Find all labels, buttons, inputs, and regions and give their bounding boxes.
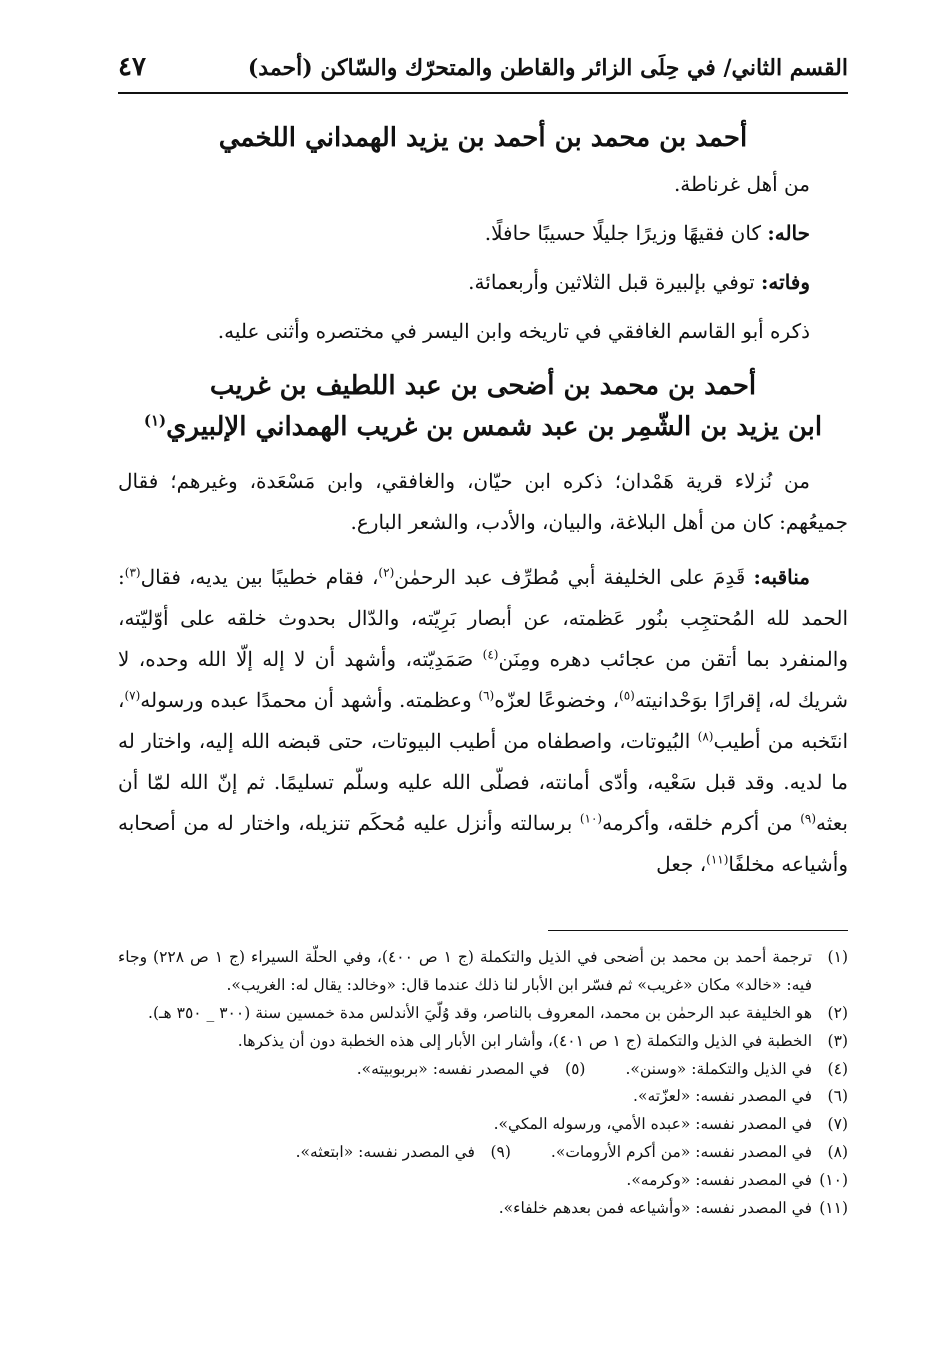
running-header [118,38,848,88]
footnote-marker-4: (٤) [482,647,499,662]
footnote-text: في المصدر نفسه: «لعزّته». [633,1087,812,1106]
death-label: وفاته: [761,270,810,295]
manaqib-text-6: وعظمته. وأشهد أن محمدًا عبده ورسوله [140,687,479,712]
manaqib-text-5: ، وخضوعًا لعزّه [494,687,620,712]
footnotes [118,944,848,1223]
entry1-origin: من أهل غرناطة. [673,172,810,197]
entry-heading-2-line-2 [118,407,848,447]
footnote-11 [118,1195,848,1223]
footnote-4 [625,1056,848,1084]
footnote-text: ترجمة أحمد بن محمد بن أضحى في الذيل والتكملة (ج ١ ص ٤٠٠)، وفي الحلّة السيراء (ج ١ ص ٢٢٨) وجاء فيه: «خالد» مكان «غريب» ثم فسّر ابن الأبار لنا ذلك عندما قال: «وخالد: يقال له: الغريب». [118,948,813,994]
footnote-number: (٤) [827,1059,848,1078]
footnote-number: (٦) [827,1087,848,1106]
entry-heading-1: أحمد بن محمد بن أحمد بن يزيد الهمداني اللخمي [218,123,748,153]
footnote-2 [118,1000,848,1028]
footnote-number: (١) [827,948,848,966]
entry2-origin-paragraph: من نُزلاء قرية هَمْدان؛ ذكره ابن حيّان، والغافقي، وابن مَسْعَدة، وغيرهم؛ فقال جميعُهم: كان من أهل البلاغة، والبيان، والأدب، والشعر البارع. [118,468,848,534]
footnote-separator [548,930,848,931]
footnote-6 [118,1083,848,1111]
footnote-3 [118,1028,848,1056]
footnote-marker-8: (٨) [697,729,714,744]
footnote-10 [118,1167,848,1195]
footnote-row-8-9 [118,1139,848,1167]
footnote-text: في الذيل والتكملة: «وسنن». [625,1059,812,1078]
footnote-marker-5: (٥) [619,688,635,703]
manaqib-text-11: ، جعل [656,851,707,876]
footnote-text: في المصدر نفسه: «بربوبيته». [356,1059,550,1078]
footnote-text: في المصدر نفسه: «وأشياعه فمن بعدهم خلفاء». [498,1199,812,1218]
footnote-number: (١٠) [819,1171,848,1190]
running-header-title: القسم الثاني/ في حِلَى الزائر والقاطن والمتحرّك والسّاكن (أحمد) [247,55,848,81]
footnote-row-4-5 [118,1056,848,1084]
footnote-text: هو الخليفة عبد الرحمٰن بن محمد، المعروف بالناصر، وقد وُلّيَ الأندلس مدة خمسين سنة (٣٠٠ _ ٣٥٠ هـ). [148,1003,812,1022]
footnote-number: (٣) [827,1031,848,1050]
footnote-number: (٥) [565,1059,586,1078]
entry-heading-2-line-1: أحمد بن محمد بن أضحى بن عبد اللطيف بن غريب [209,371,757,402]
footnote-marker-7: (٧) [124,688,141,703]
entry1-mention: ذكره أبو القاسم الغافقي في تاريخه وابن اليسر في مختصره وأثنى عليه. [217,319,810,344]
footnote-marker-10: (١٠) [579,811,603,826]
main-text [118,110,848,885]
footnote-7 [118,1111,848,1139]
footnote-text: في المصدر نفسه: «من أكرم الأرومات». [550,1143,812,1162]
manaqib-text-10: برسالته وأنزل عليه مُحكَم تنزيله، واختار له من أصحابه وأشياعه مخلفًا [118,810,848,876]
footnote-number: (٩) [490,1143,511,1162]
footnote-9 [296,1139,511,1167]
status-label: حاله: [767,221,810,246]
footnote-marker-1: (١) [143,410,167,429]
footnote-marker-2: (٢) [378,565,395,580]
footnote-number: (٢) [827,1003,848,1022]
footnote-marker-3: (٣) [124,565,141,580]
entry1-status [118,213,848,254]
footnote-text: في المصدر نفسه: «ابتعثه». [295,1143,475,1162]
manaqib-label: مناقبه: [753,564,810,589]
header-rule [118,92,848,94]
footnote-marker-9: (٩) [800,811,817,826]
manaqib-text-7: ، انتَخبه من أطيب [118,687,848,753]
footnote-1 [118,944,848,1000]
footnote-number: (١١) [819,1199,848,1218]
manaqib-text-2: ، فقام خطيبًا بين يديه، فقال [140,564,379,589]
manaqib-text-4: صَمَدِيّته، وأشهد أن لا إله إلّا الله وحده، لا شريك له، إقرارًا بوَحْدانيته [118,646,848,712]
footnote-number: (٧) [827,1115,848,1134]
manaqib-text-8: البُيوتات، واصطفاه من أطيب البيوتات، حتى قبضه الله إليه، واختار له ما لديه. وقد قبل سَعْيه، وأدّى أمانته، فصلّى الله عليه وسلّم تسليمًا. ثم إنّ الله لمّا أن بعثه [118,728,848,835]
manaqib-text-3: : الحمد لله المُحتجِب بنُور عَظمته، عن أبصار بَرِيّته، والدّال بحدوث خلقه على أوّليّته، والمنفرد بما أتقن من عجائب دهره ومِنَن [118,564,848,671]
footnote-text: في المصدر نفسه: «عبده الأمي، ورسوله المكي». [493,1115,812,1134]
entry2-manaqib-paragraph [118,557,848,885]
status-text: كان فقيهًا وزيرًا جليلًا حسيبًا حافلًا. [484,221,761,246]
page-number: ٤٧ [118,52,146,82]
manaqib-text-1: قَدِمَ على الخليفة أبي مُطرِّف عبد الرحمٰن [394,564,746,589]
entry-heading-2 [118,366,848,447]
footnote-number: (٨) [827,1143,848,1162]
entry-heading-2-line-2-text: ابن يزيد بن الشّمِر بن عبد شمس بن غريب الهمداني الإلبيري [166,411,823,442]
footnote-text: الخطبة في الذيل والتكملة (ج ١ ص ٤٠١)، وأشار ابن الأبار إلى هذه الخطبة دون أن يذكرها. [237,1031,812,1050]
footnote-8 [551,1139,848,1167]
footnote-marker-6: (٦) [478,688,495,703]
footnote-text: في المصدر نفسه: «وكرمه». [626,1171,812,1190]
footnote-marker-11: (١١) [706,852,729,867]
death-text: توفي بإلبيرة قبل الثلاثين وأربعمائة. [468,270,755,295]
entry1-death [118,262,848,303]
manaqib-text-9: من أكرم خلقه، وأكرمه [602,810,801,835]
footnote-5 [357,1056,586,1084]
